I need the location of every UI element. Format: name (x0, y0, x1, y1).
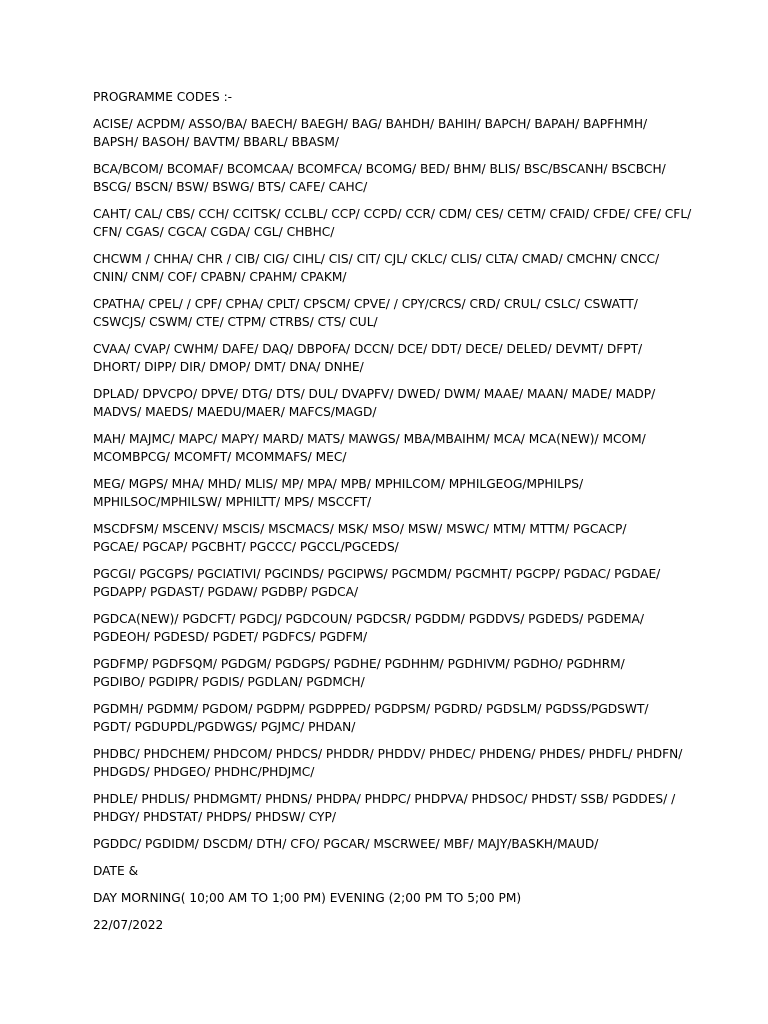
code-line: MCOMBPCG/ MCOMFT/ MCOMMAFS/ MEC/ (93, 450, 347, 464)
code-paragraph (93, 520, 703, 556)
code-paragraph-list (93, 115, 703, 853)
code-line: CVAA/ CVAP/ CWHM/ DAFE/ DAQ/ DBPOFA/ DCCN/ DCE/ DDT/ DECE/ DELED/ DEVMT/ DFPT/ (93, 342, 643, 356)
code-line: CFN/ CGAS/ CGCA/ CGDA/ CGL/ CHBHC/ (93, 225, 335, 239)
code-paragraph (93, 700, 703, 736)
code-paragraph (93, 385, 703, 421)
code-line: PGDMH/ PGDMM/ PGDOM/ PGDPM/ PGDPPED/ PGDPSM/ PGDRD/ PGDSLM/ PGDSS/PGDSWT/ (93, 702, 649, 716)
code-line: CSWCJS/ CSWM/ CTE/ CTPM/ CTRBS/ CTS/ CUL/ (93, 315, 378, 329)
programme-codes-heading: PROGRAMME CODES :- (93, 90, 233, 104)
code-line: MADVS/ MAEDS/ MAEDU/MAER/ MAFCS/MAGD/ (93, 405, 377, 419)
code-paragraph (93, 475, 703, 511)
code-line: MSCDFSM/ MSCENV/ MSCIS/ MSCMACS/ MSK/ MSO/ MSW/ MSWC/ MTM/ MTTM/ PGCACP/ (93, 522, 627, 536)
code-paragraph (93, 655, 703, 691)
code-paragraph (93, 115, 703, 151)
code-paragraph (93, 295, 703, 331)
code-paragraph (93, 565, 703, 601)
date-label: DATE & (93, 864, 139, 878)
code-paragraph (93, 430, 703, 466)
session-times-line: DAY MORNING( 10;00 AM TO 1;00 PM) EVENING (2;00 PM TO 5;00 PM) (93, 891, 522, 905)
code-line: PHDLE/ PHDLIS/ PHDMGMT/ PHDNS/ PHDPA/ PHDPC/ PHDPVA/ PHDSOC/ PHDST/ SSB/ PGDDES/ / (93, 792, 676, 806)
code-line: MAH/ MAJMC/ MAPC/ MAPY/ MARD/ MATS/ MAWGS/ MBA/MBAIHM/ MCA/ MCA(NEW)/ MCOM/ (93, 432, 646, 446)
code-line: PGDDC/ PGDIDM/ DSCDM/ DTH/ CFO/ PGCAR/ MSCRWEE/ MBF/ MAJY/BASKH/MAUD/ (93, 837, 599, 851)
code-line: PGDCA(NEW)/ PGDCFT/ PGDCJ/ PGDCOUN/ PGDCSR/ PGDDM/ PGDDVS/ PGDEDS/ PGDEMA/ (93, 612, 645, 626)
code-paragraph (93, 745, 703, 781)
code-line: BAPSH/ BASOH/ BAVTM/ BBARL/ BBASM/ (93, 135, 340, 149)
code-line: PHDGY/ PHDSTAT/ PHDPS/ PHDSW/ CYP/ (93, 810, 336, 824)
code-line: PGDAPP/ PGDAST/ PGDAW/ PGDBP/ PGDCA/ (93, 585, 359, 599)
code-line: PGDFMP/ PGDFSQM/ PGDGM/ PGDGPS/ PGDHE/ PGDHHM/ PGDHIVM/ PGDHO/ PGDHRM/ (93, 657, 625, 671)
code-paragraph (93, 790, 703, 826)
code-line: PGCAE/ PGCAP/ PGCBHT/ PGCCC/ PGCCL/PGCEDS/ (93, 540, 399, 554)
code-line: BSCG/ BSCN/ BSW/ BSWG/ BTS/ CAFE/ CAHC/ (93, 180, 368, 194)
code-line: CNIN/ CNM/ COF/ CPABN/ CPAHM/ CPAKM/ (93, 270, 347, 284)
code-paragraph (93, 340, 703, 376)
code-line: CAHT/ CAL/ CBS/ CCH/ CCITSK/ CCLBL/ CCP/ CCPD/ CCR/ CDM/ CES/ CETM/ CFAID/ CFDE/ CFE/ CFL/ (93, 207, 692, 221)
code-line: MPHILSOC/MPHILSW/ MPHILTT/ MPS/ MSCCFT/ (93, 495, 372, 509)
code-line: PGDEOH/ PGDESD/ PGDET/ PGDFCS/ PGDFM/ (93, 630, 368, 644)
code-paragraph (93, 205, 703, 241)
exam-date: 22/07/2022 (93, 918, 164, 932)
code-line: PHDBC/ PHDCHEM/ PHDCOM/ PHDCS/ PHDDR/ PHDDV/ PHDEC/ PHDENG/ PHDES/ PHDFL/ PHDFN/ (93, 747, 683, 761)
code-line: MEG/ MGPS/ MHA/ MHD/ MLIS/ MP/ MPA/ MPB/ MPHILCOM/ MPHILGEOG/MPHILPS/ (93, 477, 584, 491)
code-paragraph (93, 160, 703, 196)
code-line: PGCGI/ PGCGPS/ PGCIATIVI/ PGCINDS/ PGCIPWS/ PGCMDM/ PGCMHT/ PGCPP/ PGDAC/ PGDAE/ (93, 567, 661, 581)
code-line: CHCWM / CHHA/ CHR / CIB/ CIG/ CIHL/ CIS/ CIT/ CJL/ CKLC/ CLIS/ CLTA/ CMAD/ CMCHN/ CNCC/ (93, 252, 660, 266)
code-paragraph (93, 835, 703, 853)
code-line: DPLAD/ DPVCPO/ DPVE/ DTG/ DTS/ DUL/ DVAPFV/ DWED/ DWM/ MAAE/ MAAN/ MADE/ MADP/ (93, 387, 656, 401)
code-line: ACISE/ ACPDM/ ASSO/BA/ BAECH/ BAEGH/ BAG/ BAHDH/ BAHIH/ BAPCH/ BAPAH/ BAPFHMH/ (93, 117, 648, 131)
code-line: DHORT/ DIPP/ DIR/ DMOP/ DMT/ DNA/ DNHE/ (93, 360, 364, 374)
document-page (93, 88, 703, 943)
code-line: PGDT/ PGDUPDL/PGDWGS/ PGJMC/ PHDAN/ (93, 720, 356, 734)
code-line: PGDIBO/ PGDIPR/ PGDIS/ PGDLAN/ PGDMCH/ (93, 675, 365, 689)
code-paragraph (93, 610, 703, 646)
code-paragraph (93, 250, 703, 286)
code-line: BCA/BCOM/ BCOMAF/ BCOMCAA/ BCOMFCA/ BCOMG/ BED/ BHM/ BLIS/ BSC/BSCANH/ BSCBCH/ (93, 162, 666, 176)
code-line: CPATHA/ CPEL/ / CPF/ CPHA/ CPLT/ CPSCM/ CPVE/ / CPY/CRCS/ CRD/ CRUL/ CSLC/ CSWATT/ (93, 297, 638, 311)
code-line: PHDGDS/ PHDGEO/ PHDHC/PHDJMC/ (93, 765, 315, 779)
